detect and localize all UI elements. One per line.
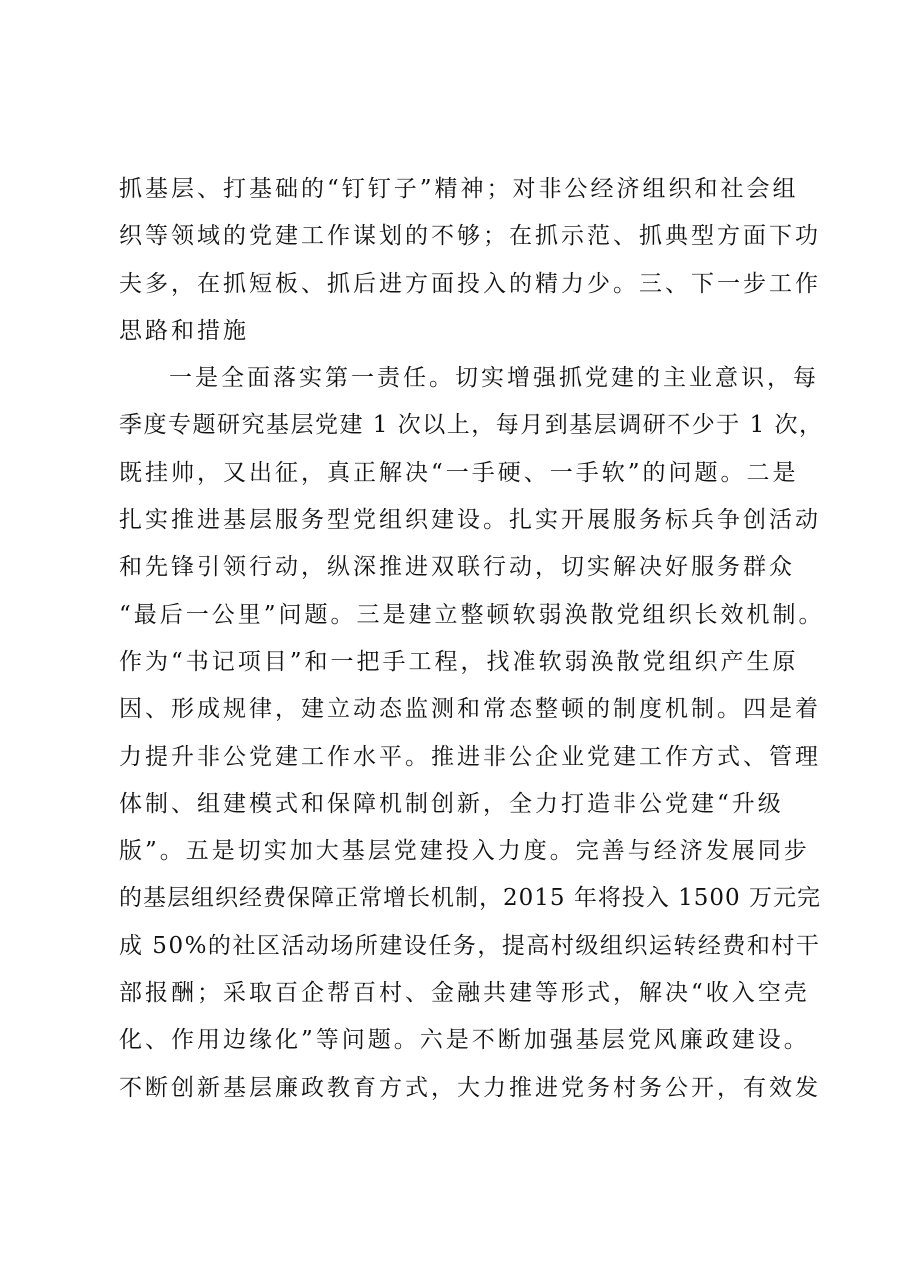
body-text	[119, 166, 825, 1112]
text-line: 的基层组织经费保障正常增长机制，2015 年将投入 1500 万元完	[119, 885, 821, 912]
paragraph-first-line: 一是全面落实第一责任。切实增强抓党建的主业意识，每	[169, 365, 819, 392]
text-line: 和先锋引领行动，纵深推进双联行动，切实解决好服务群众	[119, 554, 795, 581]
text-line: 部报酬；采取百企帮百村、金融共建等形式，解决“收入空壳	[119, 980, 810, 1007]
text-line: 成 50%的社区活动场所建设任务，提高村级组织运转经费和村干	[119, 932, 821, 959]
text-line: 不断创新基层廉政教育方式，大力推进党务村务公开，有效发	[119, 1074, 821, 1101]
text-line: 季度专题研究基层党建 1 次以上，每月到基层调研不少于 1 次，	[119, 412, 824, 439]
text-line: 力提升非公党建工作水平。推进非公企业党建工作方式、管理	[119, 743, 821, 770]
text-line: 体制、组建模式和保障机制创新，全力打造非公党建“升级	[119, 790, 784, 817]
text-line: 思路和措施	[119, 317, 249, 344]
text-line: 版”。五是切实加大基层党建投入力度。完善与经济发展同步	[119, 838, 810, 865]
text-line: “最后一公里”问题。三是建立整顿软弱涣散党组织长效机制。	[119, 601, 825, 628]
text-line: 化、作用边缘化”等问题。六是不断加强基层党风廉政建设。	[119, 1027, 810, 1054]
text-line: 夫多，在抓短板、抓后进方面投入的精力少。三、下一步工作	[119, 270, 821, 297]
text-line: 作为“书记项目”和一把手工程，找准软弱涣散党组织产生原	[119, 648, 799, 675]
text-line: 因、形成规律，建立动态监测和常态整顿的制度机制。四是着	[119, 696, 821, 723]
text-line: 既挂帅，又出征，真正解决“一手硬、一手软”的问题。二是	[119, 459, 799, 486]
text-line: 扎实推进基层服务型党组织建设。扎实开展服务标兵争创活动	[119, 507, 821, 534]
text-line: 织等领域的党建工作谋划的不够；在抓示范、抓典型方面下功	[119, 223, 821, 250]
text-line: 抓基层、打基础的“钉钉子”精神；对非公经济组织和社会组	[119, 176, 799, 202]
